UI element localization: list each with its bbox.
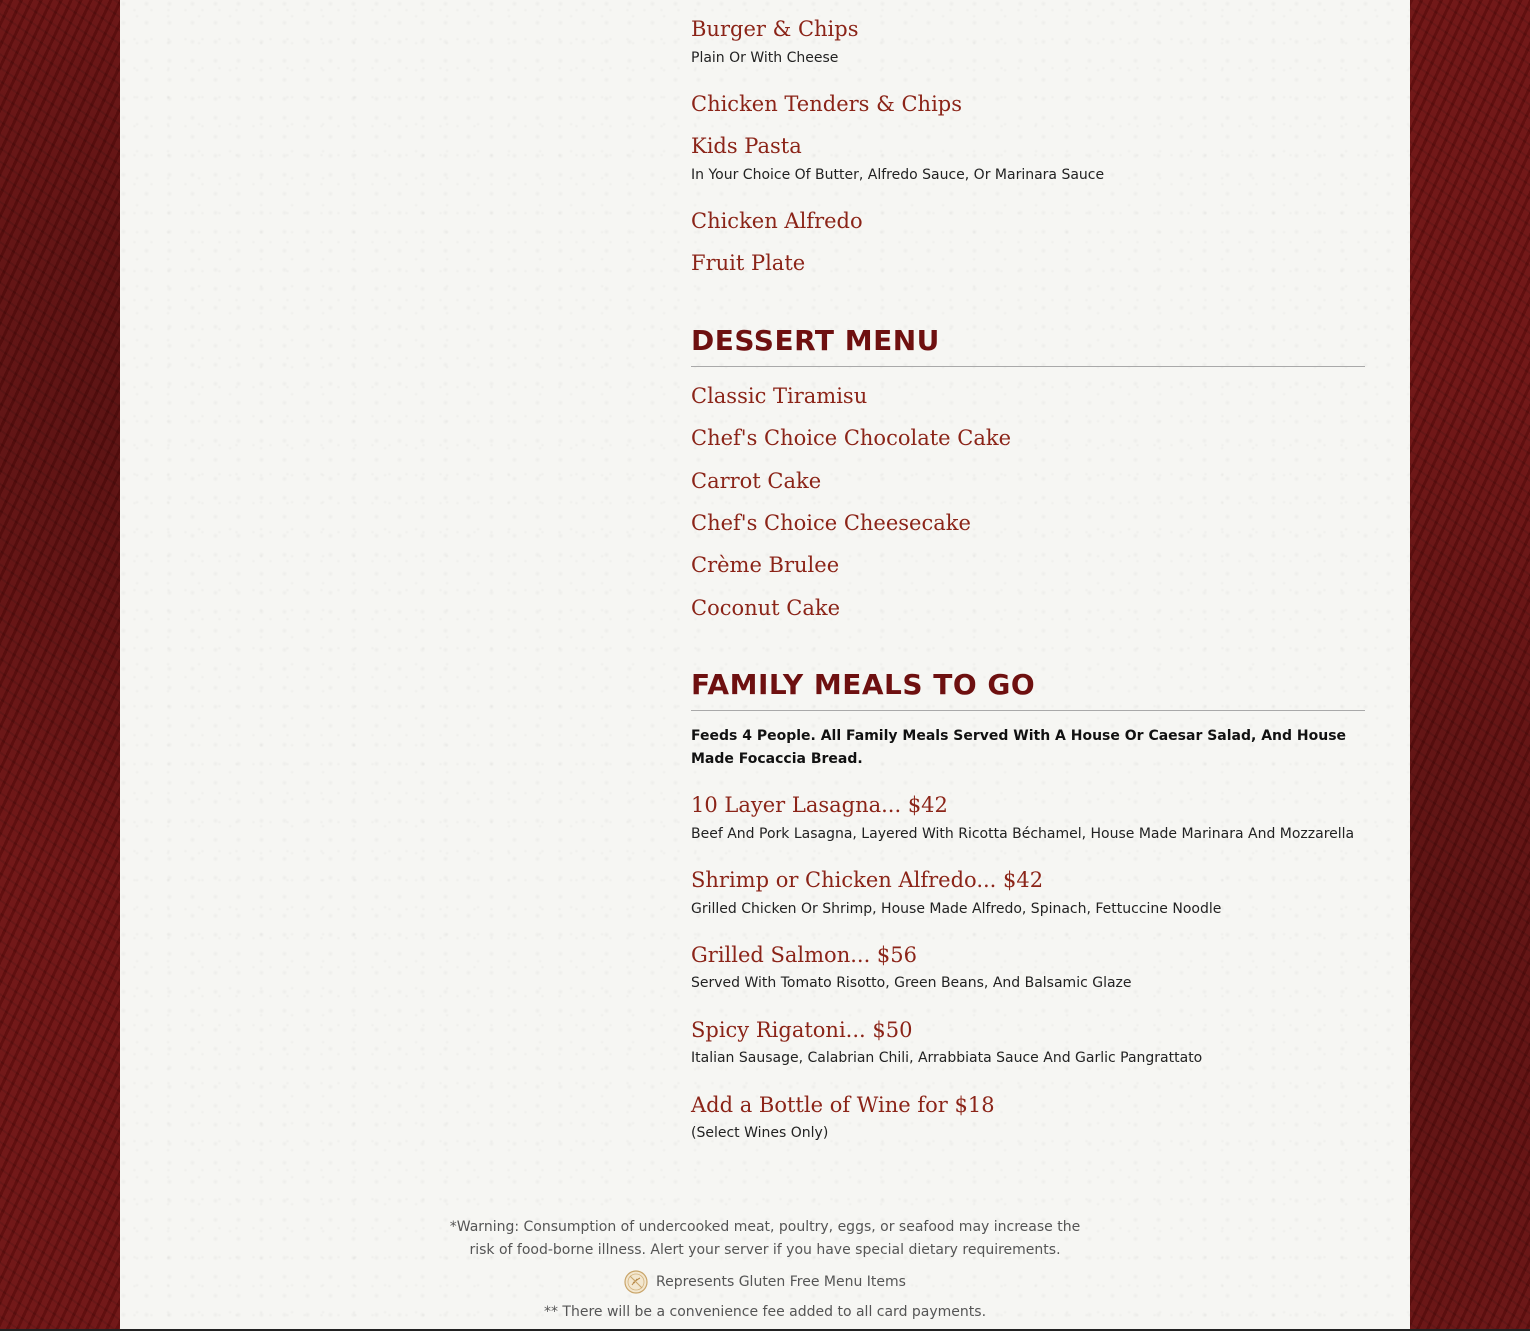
menu-item-description: Grilled Chicken Or Shrimp, House Made Alfredo, Spinach, Fettuccine Noodle: [691, 901, 1222, 917]
menu-item-name: Kids Pasta: [691, 134, 802, 158]
section-title-family-meals: FAMILY MEALS TO GO: [691, 668, 1036, 701]
section-divider: [691, 366, 1365, 367]
food-safety-warning: [120, 1216, 1410, 1262]
gluten-free-legend: [120, 1270, 1410, 1294]
section-title-dessert: DESSERT MENU: [691, 324, 940, 357]
menu-item-name: Shrimp or Chicken Alfredo... $42: [691, 868, 1044, 892]
card-fee-note: ** There will be a convenience fee added to all card payments.: [543, 1304, 987, 1320]
menu-item-name: Chef's Choice Chocolate Cake: [691, 426, 1011, 450]
menu-item-name: Chicken Tenders & Chips: [691, 92, 963, 116]
menu-item-description: (Select Wines Only): [691, 1125, 829, 1141]
menu-item-description: In Your Choice Of Butter, Alfredo Sauce, Or Marinara Sauce: [691, 167, 1105, 183]
menu-item-name: 10 Layer Lasagna... $42: [691, 793, 948, 817]
section-divider: [691, 710, 1365, 711]
menu-item-name: Add a Bottle of Wine for $18: [691, 1093, 995, 1117]
menu-item-description: Italian Sausage, Calabrian Chili, Arrabbiata Sauce And Garlic Pangrattato: [691, 1050, 1203, 1066]
gluten-free-text: Represents Gluten Free Menu Items: [656, 1274, 906, 1290]
warning-line: *Warning: Consumption of undercooked meat, poultry, eggs, or seafood may increase the: [449, 1219, 1081, 1235]
menu-item-name: Classic Tiramisu: [691, 384, 868, 408]
menu-item-name: Coconut Cake: [691, 596, 841, 620]
menu-item-name: Grilled Salmon... $56: [691, 943, 917, 967]
menu-item-description: Served With Tomato Risotto, Green Beans, And Balsamic Glaze: [691, 975, 1132, 991]
menu-item-name: Burger & Chips: [691, 17, 859, 41]
gluten-free-icon: [624, 1270, 648, 1294]
menu-item-name: Carrot Cake: [691, 469, 822, 493]
warning-line: risk of food-borne illness. Alert your server if you have special dietary requirements.: [469, 1242, 1061, 1258]
menu-item-name: Fruit Plate: [691, 251, 806, 275]
menu-item-name: Chicken Alfredo: [691, 209, 863, 233]
family-meals-note: Feeds 4 People. All Family Meals Served With A House Or Caesar Salad, And House Made Focaccia Bread.: [691, 728, 1347, 767]
menu-item-description: Beef And Pork Lasagna, Layered With Ricotta Béchamel, House Made Marinara And Mozzarella: [691, 826, 1355, 842]
menu-item-description: Plain Or With Cheese: [691, 50, 839, 66]
menu-item-name: Chef's Choice Cheesecake: [691, 511, 971, 535]
menu-item-name: Crème Brulee: [691, 553, 840, 577]
menu-item-name: Spicy Rigatoni... $50: [691, 1018, 913, 1042]
